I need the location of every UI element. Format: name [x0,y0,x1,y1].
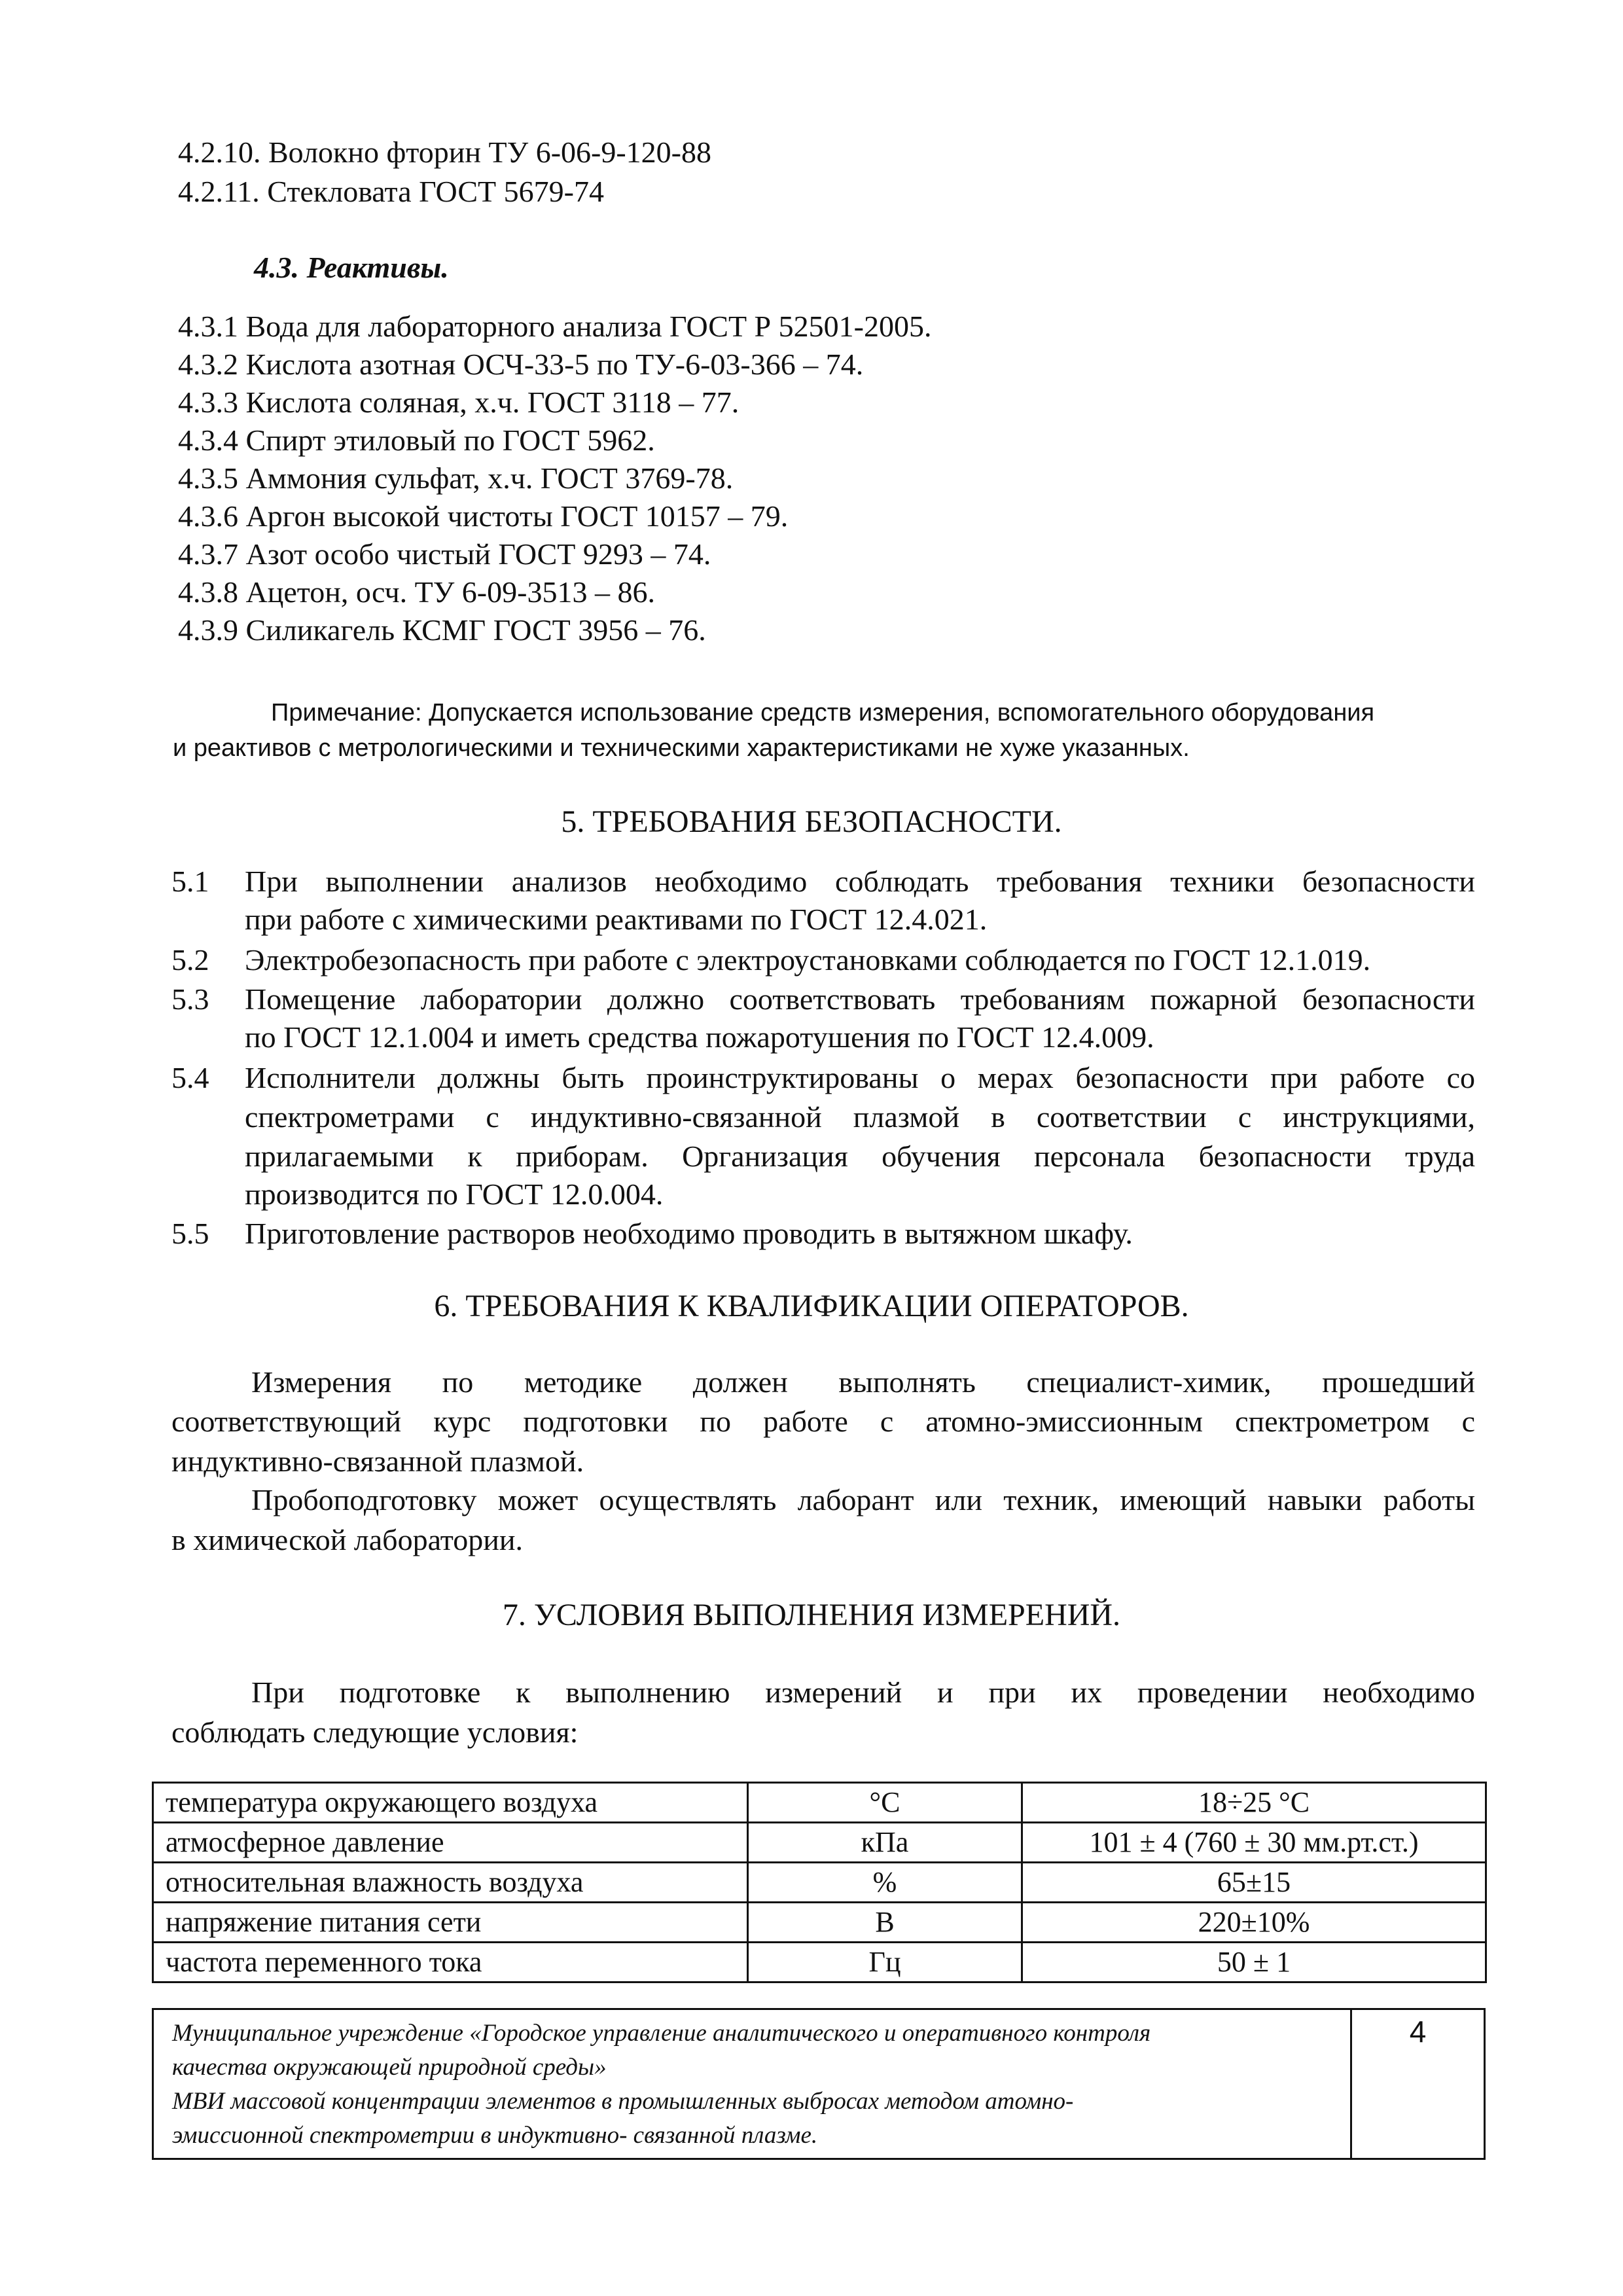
footer-line-4: эмиссионной спектрометрии в индуктивно- связанной плазме. [172,2122,818,2149]
list-item-4-3-1: 4.3.1 Вода для лабораторного анализа ГОСТ Р 52501-2005. [178,310,932,343]
table-cell-value: 50 ± 1 [1022,1943,1486,1982]
table-cell-value: 220±10% [1022,1903,1486,1943]
item-5-1-line-2: при работе с химическими реактивами по ГОСТ 12.4.021. [245,903,988,936]
section-6-para-1-line-1: Измерения по методике должен выполнять специалист-химик, прошедший [251,1365,1475,1399]
list-item-4-3-4: 4.3.4 Спирт этиловый по ГОСТ 5962. [178,423,655,457]
footer-line-1: Муниципальное учреждение «Городское управление аналитического и оперативного контроля [172,2020,1151,2047]
note-line-2: и реактивов с метрологическими и техническими характеристиками не хуже указанных. [173,734,1190,762]
table-cell-unit: В [748,1903,1022,1943]
table-cell-value: 101 ± 4 (760 ± 30 мм.рт.ст.) [1022,1823,1486,1863]
item-5-4-line-4: производится по ГОСТ 12.0.004. [245,1177,664,1211]
conditions-table [152,1782,1487,1983]
section-7-title: 7. УСЛОВИЯ ВЫПОЛНЕНИЯ ИЗМЕРЕНИЙ. [502,1598,1121,1632]
item-5-1-line-1: При выполнении анализов необходимо соблюдать требования техники безопасности [245,865,1475,898]
table-cell-parameter: частота переменного тока [153,1943,748,1982]
section-6-para-1-line-3: индуктивно-связанной плазмой. [171,1444,584,1478]
page-number: 4 [1409,2015,1427,2049]
list-item-4-3-6: 4.3.6 Аргон высокой чистоты ГОСТ 10157 – 79. [178,499,789,533]
item-5-3-line-2: по ГОСТ 12.1.004 и иметь средства пожаротушения по ГОСТ 12.4.009. [245,1020,1154,1054]
table-cell-parameter: атмосферное давление [153,1823,748,1863]
item-5-4-line-3: прилагаемыми к приборам. Организация обучения персонала безопасности труда [245,1139,1475,1173]
item-5-3-number: 5.3 [171,982,209,1016]
section-5-title: 5. ТРЕБОВАНИЯ БЕЗОПАСНОСТИ. [561,804,1062,839]
section-6-title: 6. ТРЕБОВАНИЯ К КВАЛИФИКАЦИИ ОПЕРАТОРОВ. [434,1289,1189,1323]
section-7-intro-line-1: При подготовке к выполнению измерений и при их проведении необходимо [251,1676,1475,1709]
list-item-4-3-3: 4.3.3 Кислота соляная, х.ч. ГОСТ 3118 – 77. [178,386,740,419]
table-cell-unit: % [748,1863,1022,1903]
section-6-para-2-line-2: в химической лаборатории. [171,1523,524,1556]
table-cell-unit: °С [748,1783,1022,1823]
table-row [153,1783,1486,1823]
list-item-4-3-7: 4.3.7 Азот особо чистый ГОСТ 9293 – 74. [178,537,711,571]
section-6-para-1-line-2: соответствующий курс подготовки по работе с атомно-эмиссионным спектрометром с [171,1405,1475,1438]
section-7-intro-line-2: соблюдать следующие условия: [171,1715,579,1749]
footer-text [172,2017,1337,2153]
table-cell-value: 18÷25 °С [1022,1783,1486,1823]
table-cell-value: 65±15 [1022,1863,1486,1903]
table-cell-parameter: относительная влажность воздуха [153,1863,748,1903]
section-6-para-2-line-1: Пробоподготовку может осуществлять лаборант или техник, имеющий навыки работы [251,1483,1475,1516]
list-item-4-2-11: 4.2.11. Стекловата ГОСТ 5679-74 [178,175,604,208]
table-row [153,1903,1486,1943]
item-5-1-number: 5.1 [171,865,209,898]
table-cell-parameter: температура окружающего воздуха [153,1783,748,1823]
section-4-3-title: 4.3. Реактивы. [254,251,449,284]
footer-line-2: качества окружающей природной среды» [172,2054,607,2081]
footer-box [152,2008,1486,2160]
item-5-4-line-2: спектрометрами с индуктивно-связанной плазмой в соответствии с инструкциями, [245,1100,1475,1134]
table-row [153,1823,1486,1863]
item-5-2-number: 5.2 [171,943,209,977]
list-item-4-3-5: 4.3.5 Аммония сульфат, х.ч. ГОСТ 3769-78. [178,461,734,495]
item-5-2-line-1: Электробезопасность при работе с электроустановками соблюдается по ГОСТ 12.1.019. [245,943,1371,977]
list-item-4-3-8: 4.3.8 Ацетон, осч. ТУ 6-09-3513 – 86. [178,575,655,609]
list-item-4-3-2: 4.3.2 Кислота азотная ОСЧ-33-5 по ТУ-6-03-366 – 74. [178,348,864,381]
table-cell-parameter: напряжение питания сети [153,1903,748,1943]
list-item-4-3-9: 4.3.9 Силикагель КСМГ ГОСТ 3956 – 76. [178,613,706,647]
table-cell-unit: кПа [748,1823,1022,1863]
table-cell-unit: Гц [748,1943,1022,1982]
footer-line-3: МВИ массовой концентрации элементов в промышленных выбросах методом атомно- [172,2088,1074,2115]
item-5-5-number: 5.5 [171,1217,209,1250]
table-row [153,1863,1486,1903]
note-line-1: Примечание: Допускается использование средств измерения, вспомогательного оборудования [271,699,1375,726]
item-5-5-line-1: Приготовление растворов необходимо проводить в вытяжном шкафу. [245,1217,1133,1250]
table-row [153,1943,1486,1982]
list-item-4-2-10: 4.2.10. Волокно фторин ТУ 6-06-9-120-88 [178,135,711,169]
item-5-4-number: 5.4 [171,1061,209,1094]
item-5-4-line-1: Исполнители должны быть проинструктированы о мерах безопасности при работе со [245,1061,1475,1094]
item-5-3-line-1: Помещение лаборатории должно соответствовать требованиям пожарной безопасности [245,982,1475,1016]
